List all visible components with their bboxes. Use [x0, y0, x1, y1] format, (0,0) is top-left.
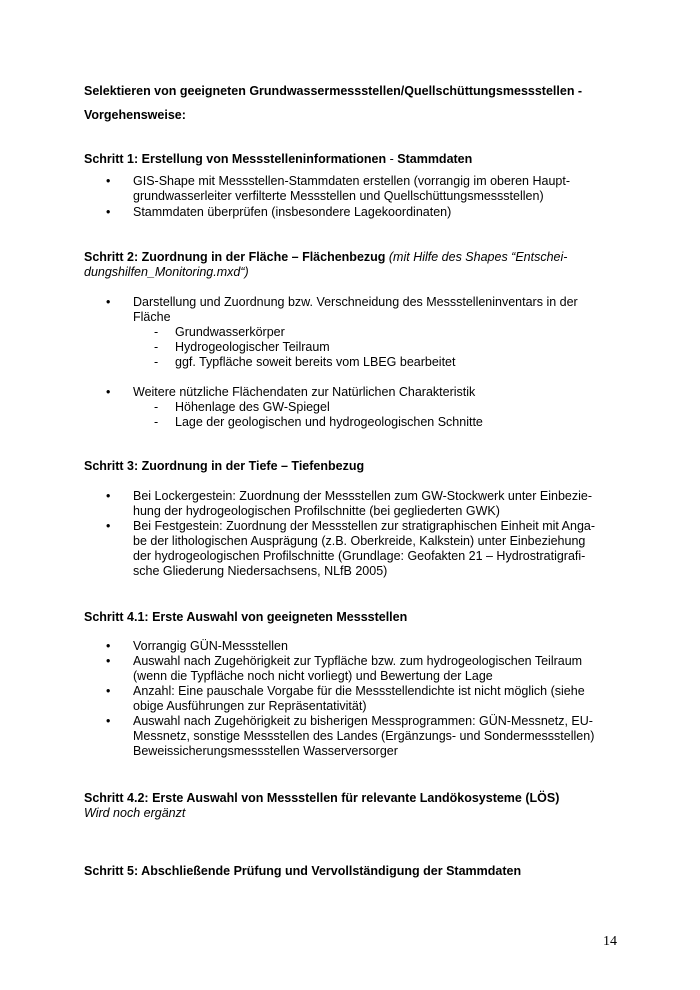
bullet-icon: • [106, 654, 111, 668]
step-2-heading: Schritt 2: Zuordnung in der Fläche – Flächenbezug (mit Hilfe des Shapes “Entschei- dungshilfen_Monitoring.mxd“) [84, 250, 568, 279]
bullet-icon: • [106, 385, 111, 399]
step-1-heading: Schritt 1: Erstellung von Messstelleninformationen - Stammdaten [84, 152, 473, 166]
step-4-1-heading: Schritt 4.1: Erste Auswahl von geeigneten Messstellen [84, 610, 408, 624]
bullet-icon: • [106, 684, 111, 698]
step-4-2-note: Wird noch ergänzt [84, 806, 186, 820]
bullet-icon: • [106, 489, 111, 503]
document-title-line-1: Selektieren von geeigneten Grundwassermessstellen/Quellschüttungsmessstellen - [84, 84, 583, 98]
bullet-icon: • [106, 519, 111, 533]
document-title-line-2: Vorgehensweise: [84, 108, 186, 122]
bullet-icon: • [106, 639, 111, 653]
step-4-2-heading: Schritt 4.2: Erste Auswahl von Messstellen für relevante Landökosysteme (LÖS) [84, 791, 560, 805]
bullet-icon: • [106, 714, 111, 728]
bullet-icon: • [106, 174, 111, 188]
step-5-heading: Schritt 5: Abschließende Prüfung und Vervollständigung der Stammdaten [84, 864, 522, 878]
step-3-heading: Schritt 3: Zuordnung in der Tiefe – Tiefenbezug [84, 459, 365, 473]
bullet-icon: • [106, 205, 111, 219]
page-number: 14 [603, 934, 617, 949]
bullet-icon: • [106, 295, 111, 309]
